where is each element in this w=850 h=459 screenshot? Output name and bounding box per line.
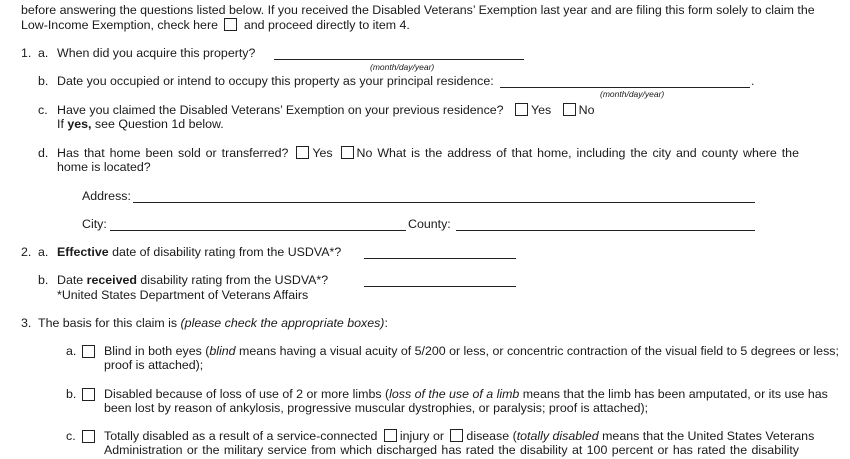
q3a-text-line-2: proof is attached);	[104, 358, 204, 372]
address-label: Address:	[82, 189, 131, 203]
q1c-question-text: Have you claimed the Disabled Veterans’ Exemption on your previous residence?	[57, 103, 504, 117]
q2b-question	[57, 273, 328, 288]
q1c-question	[57, 103, 595, 118]
q1c-note-yes: yes,	[67, 117, 92, 131]
q3b-text	[104, 387, 828, 402]
city-field[interactable]	[110, 230, 406, 231]
address-field[interactable]	[133, 202, 755, 203]
effective-date-field[interactable]	[364, 258, 516, 259]
acquire-date-field[interactable]	[274, 59, 524, 60]
q1b-period: .	[751, 74, 755, 88]
q1d-yes-label: Yes	[312, 146, 333, 160]
received-date-field[interactable]	[364, 286, 516, 287]
q1d-question	[57, 146, 799, 161]
q1d-question-line-2: home is located?	[57, 160, 151, 174]
q1d-no-checkbox[interactable]	[341, 146, 354, 159]
q3c-disease-checkbox[interactable]	[450, 429, 463, 442]
acquire-date-hint: (month/day/year)	[370, 62, 435, 72]
intro-line-2-text: Low-Income Exemption, check here	[21, 18, 218, 32]
q3c-totally-disabled: totally disabled	[516, 429, 599, 443]
q2-number: 2.	[21, 245, 32, 259]
q2b-question-rest: disability rating from the USDVA*?	[136, 273, 329, 287]
q1c-yes-label: Yes	[531, 103, 552, 117]
q1-number: 1.	[21, 46, 32, 60]
q2b-question-pre: Date	[57, 273, 87, 287]
q3a-text-1: Blind in both eyes (	[104, 344, 210, 358]
q1c-note-prefix: If	[57, 117, 68, 131]
q2a-effective: Effective	[57, 245, 109, 259]
q3-intro-text: The basis for this claim is	[38, 316, 181, 330]
q1a-question: When did you acquire this property?	[57, 46, 256, 60]
q2a-question	[57, 245, 341, 260]
q3c-text-2: means that the United States Veterans	[598, 429, 815, 443]
q3c-injury-checkbox[interactable]	[384, 429, 397, 442]
city-label: City:	[82, 217, 107, 231]
q3-intro-italic: (please check the appropriate boxes)	[180, 316, 385, 330]
q1c-yes-checkbox[interactable]	[515, 103, 528, 116]
q1c-note-suffix: see Question 1d below.	[91, 117, 224, 131]
q3c-injury-label: injury or	[399, 429, 444, 443]
q2b-letter: b.	[38, 273, 49, 287]
q3-intro-end: :	[384, 316, 388, 330]
q1d-question-text: Has that home been sold or transferred?	[57, 146, 289, 160]
q3b-text-1: Disabled because of loss of use of 2 or more limbs (	[104, 387, 390, 401]
q1c-note	[57, 117, 224, 132]
q2b-received: received	[86, 273, 137, 287]
q3c-letter: c.	[66, 429, 76, 443]
q3b-checkbox[interactable]	[82, 388, 95, 401]
q2a-letter: a.	[38, 245, 49, 259]
intro-line-2	[21, 18, 410, 33]
q3b-letter: b.	[66, 387, 77, 401]
q3c-text-1: Totally disabled as a result of a service-connected	[104, 429, 378, 443]
low-income-exemption-checkbox[interactable]	[224, 18, 237, 31]
q3c-text	[104, 429, 815, 444]
q1b-letter: b.	[38, 74, 49, 88]
q1c-no-checkbox[interactable]	[563, 103, 576, 116]
q3-intro	[38, 316, 388, 331]
q1c-no-label: No	[578, 103, 595, 117]
q1d-no-label: No	[356, 146, 373, 160]
county-field[interactable]	[456, 230, 755, 231]
q3c-disease-label: disease (	[466, 429, 517, 443]
q3a-letter: a.	[66, 344, 77, 358]
q3a-checkbox[interactable]	[82, 345, 95, 358]
q3a-blind: blind	[209, 344, 236, 358]
q3a-text	[104, 344, 839, 359]
q2a-question-rest: date of disability rating from the USDVA*?	[108, 245, 342, 259]
q1d-letter: d.	[38, 146, 49, 160]
occupy-date-hint: (month/day/year)	[600, 89, 665, 99]
q3c-text-line-2: Administration or the military service from which discharged has rated the disability at 100 percent or has rated the disability	[104, 443, 799, 457]
q3b-text-2: means that the limb has been amputated, or its use has	[519, 387, 828, 401]
q1b-question: Date you occupied or intend to occupy this property as your principal residence:	[57, 74, 494, 88]
q3-number: 3.	[21, 316, 32, 330]
intro-line-2-text-b: and proceed directly to item 4.	[243, 18, 410, 32]
occupy-date-field[interactable]	[500, 87, 750, 88]
usdva-footnote: *United States Department of Veterans Affairs	[57, 288, 309, 302]
q1d-yes-checkbox[interactable]	[296, 146, 309, 159]
q1c-letter: c.	[38, 103, 48, 117]
q3b-loss-of-use: loss of the use of a limb	[389, 387, 520, 401]
q3a-text-2: means having a visual acuity of 5/200 or less, or concentric contraction of the visual field to 5 degrees or less;	[235, 344, 839, 358]
q1a-letter: a.	[38, 46, 49, 60]
intro-line-1: before answering the questions listed below. If you received the Disabled Veterans’ Exemption last year and are filing this form solely to claim the	[21, 3, 815, 17]
county-label: County:	[408, 217, 451, 231]
q3c-checkbox[interactable]	[82, 430, 95, 443]
q3b-text-line-2: been lost by reason of ankylosis, progressive muscular dystrophies, or paralysis; proof is attached);	[104, 401, 649, 415]
q1d-question-text-2: What is the address of that home, including the city and county where the	[377, 146, 799, 160]
